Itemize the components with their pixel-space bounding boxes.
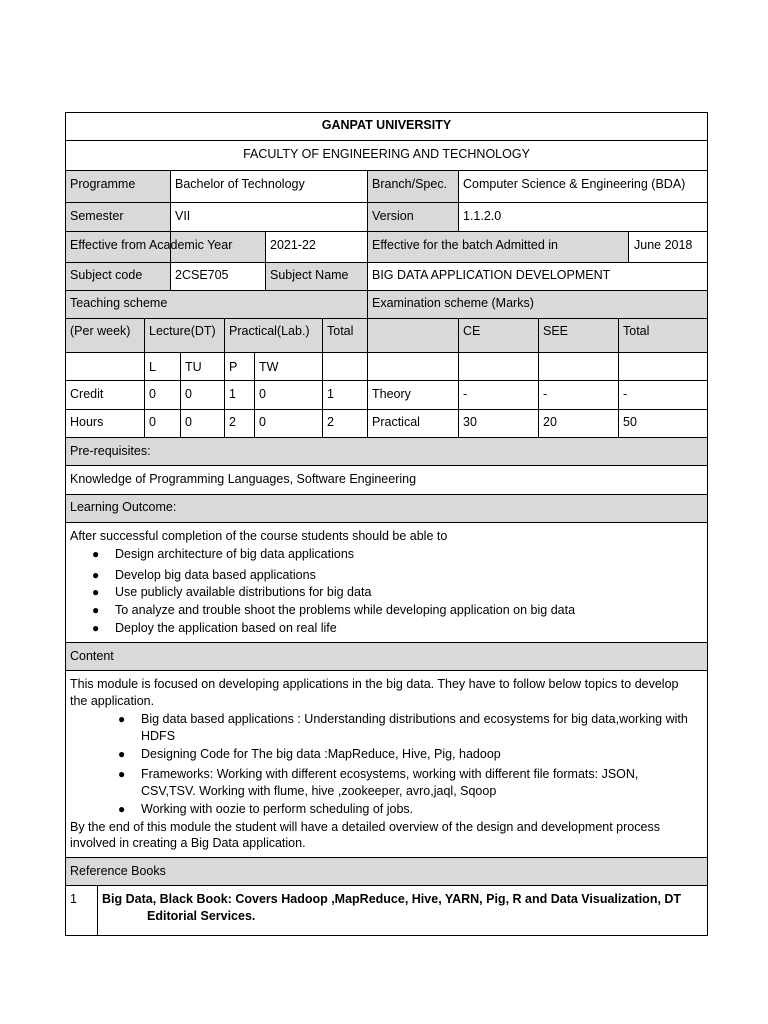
- grid-line: [65, 670, 708, 671]
- semester-value: VII: [175, 209, 191, 223]
- content-intro: the application.: [70, 694, 155, 708]
- learning-outcome-item: Design architecture of big data applications: [115, 547, 355, 561]
- lecture-header: Lecture(DT): [149, 324, 216, 338]
- subject-name-label: Subject Name: [270, 268, 349, 282]
- content-intro: This module is focused on developing applications in the big data. They have to follow below topics to develop: [70, 677, 679, 691]
- grid-line: [65, 409, 708, 410]
- credit-tw: 0: [259, 387, 266, 401]
- hours-total: 2: [327, 415, 334, 429]
- grid-line: [65, 494, 708, 495]
- grid-line: [254, 352, 255, 437]
- grid-line: [322, 318, 323, 437]
- credit-total: 1: [327, 387, 334, 401]
- theory-see: -: [543, 387, 548, 401]
- grid-line: [65, 290, 708, 291]
- l-header: L: [149, 360, 156, 374]
- bullet-icon: ●: [118, 747, 126, 761]
- grid-line: [65, 140, 708, 141]
- exam-total-header: Total: [623, 324, 650, 338]
- grid-line: [65, 112, 66, 936]
- bullet-icon: ●: [92, 603, 100, 617]
- hours-tw: 0: [259, 415, 266, 429]
- see-header: SEE: [543, 324, 569, 338]
- subject-code-label: Subject code: [70, 268, 143, 282]
- hours-label: Hours: [70, 415, 104, 429]
- content-item: Working with oozie to perform scheduling of jobs.: [141, 802, 414, 816]
- grid-line: [707, 112, 708, 936]
- content-outro: involved in creating a Big Data application.: [70, 836, 306, 850]
- theory-label: Theory: [372, 387, 411, 401]
- grid-line: [65, 202, 708, 203]
- bullet-icon: ●: [92, 621, 100, 635]
- reference-books-label: Reference Books: [70, 864, 166, 878]
- exam-scheme-label: Examination scheme (Marks): [372, 296, 534, 310]
- grid-line: [170, 170, 171, 290]
- grid-line: [65, 885, 708, 886]
- practical-ce: 30: [463, 415, 477, 429]
- content-item: Designing Code for The big data :MapReduce, Hive, Pig, hadoop: [141, 747, 501, 761]
- grid-line: [65, 437, 708, 438]
- grid-line: [224, 318, 225, 437]
- prerequisites-value: Knowledge of Programming Languages, Software Engineering: [70, 472, 417, 486]
- credit-p: 1: [229, 387, 236, 401]
- programme-label: Programme: [70, 177, 136, 191]
- grid-line: [180, 352, 181, 437]
- reference-book-number: 1: [70, 892, 77, 906]
- programme-value: Bachelor of Technology: [175, 177, 305, 191]
- grid-line: [458, 170, 459, 231]
- content-item: Big data based applications : Understanding distributions and ecosystems for big data,working with: [141, 712, 688, 726]
- credit-l: 0: [149, 387, 156, 401]
- practical-label: Practical: [372, 415, 420, 429]
- tu-header: TU: [185, 360, 202, 374]
- content-item: HDFS: [141, 729, 176, 743]
- theory-ce: -: [463, 387, 468, 401]
- content-item: CSV,TSV. Working with flume, hive ,zookeeper, avro,jaql, Sqoop: [141, 784, 497, 798]
- semester-label: Semester: [70, 209, 124, 223]
- hours-tu: 0: [185, 415, 192, 429]
- content-outro: By the end of this module the student will have a detailed overview of the design and development process: [70, 820, 660, 834]
- teaching-scheme-label: Teaching scheme: [70, 296, 168, 310]
- grid-line: [367, 170, 368, 437]
- bullet-icon: ●: [92, 568, 100, 582]
- ce-header: CE: [463, 324, 481, 338]
- grid-line: [65, 857, 708, 858]
- prerequisites-label-bg: [65, 437, 707, 465]
- practical-total: 50: [623, 415, 637, 429]
- bullet-icon: ●: [92, 585, 100, 599]
- grid-line: [65, 380, 708, 381]
- learning-outcome-label: Learning Outcome:: [70, 500, 177, 514]
- university-title: GANPAT UNIVERSITY: [321, 118, 452, 132]
- batch-label: Effective for the batch Admitted in: [372, 238, 558, 252]
- effective-year-label: Effective from Academic Year: [70, 238, 233, 252]
- grid-line: [458, 318, 459, 437]
- prerequisites-label: Pre-requisites:: [70, 444, 151, 458]
- hours-p: 2: [229, 415, 236, 429]
- grid-line: [65, 465, 708, 466]
- grid-line: [618, 318, 619, 437]
- grid-line: [65, 170, 708, 171]
- grid-line: [538, 318, 539, 437]
- branch-value: Computer Science & Engineering (BDA): [463, 177, 686, 191]
- grid-line: [65, 522, 708, 523]
- grid-line: [65, 112, 708, 113]
- per-week-header: (Per week): [70, 324, 131, 338]
- learning-outcome-item: Develop big data based applications: [115, 568, 316, 582]
- tw-header: TW: [259, 360, 279, 374]
- practical-header: Practical(Lab.): [229, 324, 310, 338]
- grid-line: [65, 352, 708, 353]
- teaching-total-header: Total: [327, 324, 354, 338]
- learning-outcome-intro: After successful completion of the course students should be able to: [70, 529, 448, 543]
- bullet-icon: ●: [118, 802, 126, 816]
- grid-line: [144, 318, 145, 437]
- content-label: Content: [70, 649, 114, 663]
- grid-line: [65, 935, 708, 936]
- p-header: P: [229, 360, 238, 374]
- credit-tu: 0: [185, 387, 192, 401]
- bullet-icon: ●: [92, 547, 100, 561]
- credit-label: Credit: [70, 387, 104, 401]
- grid-line: [65, 318, 708, 319]
- grid-line: [628, 231, 629, 262]
- grid-line: [65, 231, 708, 232]
- reference-book-title: Editorial Services.: [147, 909, 256, 923]
- learning-outcome-item: To analyze and trouble shoot the problems while developing application on big data: [115, 603, 576, 617]
- practical-see: 20: [543, 415, 557, 429]
- bullet-icon: ●: [118, 712, 126, 726]
- batch-value: June 2018: [634, 238, 693, 252]
- faculty-title: FACULTY OF ENGINEERING AND TECHNOLOGY: [243, 147, 530, 161]
- grid-line: [97, 885, 98, 935]
- reference-book-title: Big Data, Black Book: Covers Hadoop ,MapReduce, Hive, YARN, Pig, R and Data Visualization, DT: [102, 892, 682, 906]
- subject-name-value: BIG DATA APPLICATION DEVELOPMENT: [372, 268, 611, 282]
- learning-outcome-item: Use publicly available distributions for big data: [115, 585, 372, 599]
- grid-line: [65, 642, 708, 643]
- grid-line: [65, 262, 708, 263]
- content-label-bg: [65, 642, 707, 670]
- version-value: 1.1.2.0: [463, 209, 502, 223]
- grid-line: [265, 231, 266, 290]
- hours-l: 0: [149, 415, 156, 429]
- learning-outcome-item: Deploy the application based on real life: [115, 621, 337, 635]
- version-label: Version: [372, 209, 414, 223]
- subject-code-value: 2CSE705: [175, 268, 229, 282]
- content-item: Frameworks: Working with different ecosystems, working with different file formats: JSON,: [141, 767, 639, 781]
- branch-label: Branch/Spec.: [372, 177, 448, 191]
- effective-year-value: 2021-22: [270, 238, 316, 252]
- bullet-icon: ●: [118, 767, 126, 781]
- theory-total: -: [623, 387, 628, 401]
